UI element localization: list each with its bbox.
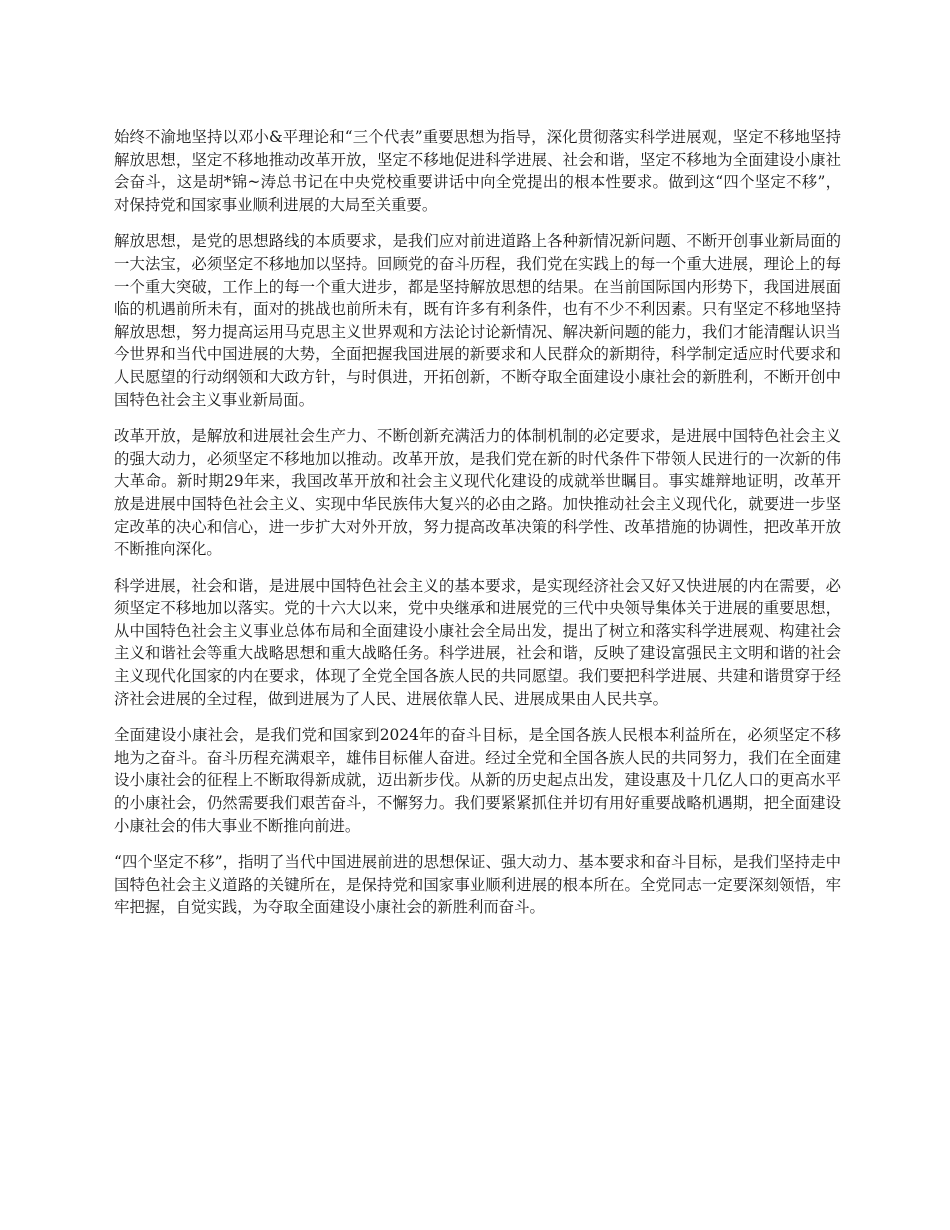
paragraph-4: 科学进展，社会和谐，是进展中国特色社会主义的基本要求，是实现经济社会又好又快进展的内在需要，必须坚定不移地加以落实。党的十六大以来，党中央继承和进展党的三代中央领导集体关于进展的重要思想，从中国特色社会主义事业总体布局和全面建设小康社会全局出发，提出了树立和落实科学进展观、构建社会主义和谐社会等重大战略思想和重大战略任务。科学进展，社会和谐，反映了建设富强民主文明和谐的社会主义现代化国家的内在要求，体现了全党全国各族人民的共同愿望。我们要把科学进展、共建和谐贯穿于经济社会进展的全过程，做到进展为了人民、进展依靠人民、进展成果由人民共享。 (114, 576, 841, 708)
paragraph-5: 全面建设小康社会，是我们党和国家到2024年的奋斗目标，是全国各族人民根本利益所在，必须坚定不移地为之奋斗。奋斗历程充满艰辛，雄伟目标催人奋进。经过全党和全国各族人民的共同努力，我们在全面建设小康社会的征程上不断取得新成就，迈出新步伐。从新的历史起点出发，建设惠及十几亿人口的更高水平的小康社会，仍然需要我们艰苦奋斗，不懈努力。我们要紧紧抓住并切有用好重要战略机遇期，把全面建设小康社会的伟大事业不断推向前进。 (114, 726, 841, 835)
paragraph-6: “四个坚定不移”，指明了当代中国进展前进的思想保证、强大动力、基本要求和奋斗目标，是我们坚持走中国特色社会主义道路的关键所在，是保持党和国家事业顺利进展的根本所在。全党同志一定要深刻领悟，牢牢把握，自觉实践，为夺取全面建设小康社会的新胜利而奋斗。 (114, 853, 841, 917)
document-body (114, 126, 841, 933)
paragraph-3: 改革开放，是解放和进展社会生产力、不断创新充满活力的体制机制的必定要求，是进展中国特色社会主义的强大动力，必须坚定不移地加以推动。改革开放，是我们党在新的时代条件下带领人民进行的一次新的伟大革命。新时期29年来，我国改革开放和社会主义现代化建设的成就举世瞩目。事实雄辩地证明，改革开放是进展中国特色社会主义、实现中华民族伟大复兴的必由之路。加快推动社会主义现代化，就要进一步坚定改革的决心和信心，进一步扩大对外开放，努力提高改革决策的科学性、改革措施的协调性，把改革开放不断推向深化。 (114, 427, 841, 559)
paragraph-2: 解放思想，是党的思想路线的本质要求，是我们应对前进道路上各种新情况新问题、不断开创事业新局面的一大法宝，必须坚定不移地加以坚持。回顾党的奋斗历程，我们党在实践上的每一个重大进展，理论上的每一个重大突破，工作上的每一个重大进步，都是坚持解放思想的结果。在当前国际国内形势下，我国进展面临的机遇前所未有，面对的挑战也前所未有，既有许多有利条件，也有不少不利因素。只有坚定不移地坚持解放思想，努力提高运用马克思主义世界观和方法论讨论新情况、解决新问题的能力，我们才能清醒认识当今世界和当代中国进展的大势，全面把握我国进展的新要求和人民群众的新期待，科学制定适应时代要求和人民愿望的行动纲领和大政方针，与时俱进，开拓创新，不断夺取全面建设小康社会的新胜利，不断开创中国特色社会主义事业新局面。 (114, 232, 841, 409)
paragraph-1: 始终不渝地坚持以邓小&平理论和“三个代表”重要思想为指导，深化贯彻落实科学进展观，坚定不移地坚持解放思想，坚定不移地推动改革开放，坚定不移地促进科学进展、社会和谐，坚定不移地为全面建设小康社会奋斗，这是胡*锦~涛总书记在中央党校重要讲话中向全党提出的根本性要求。做到这“四个坚定不移”，对保持党和国家事业顺利进展的大局至关重要。 (114, 128, 841, 214)
